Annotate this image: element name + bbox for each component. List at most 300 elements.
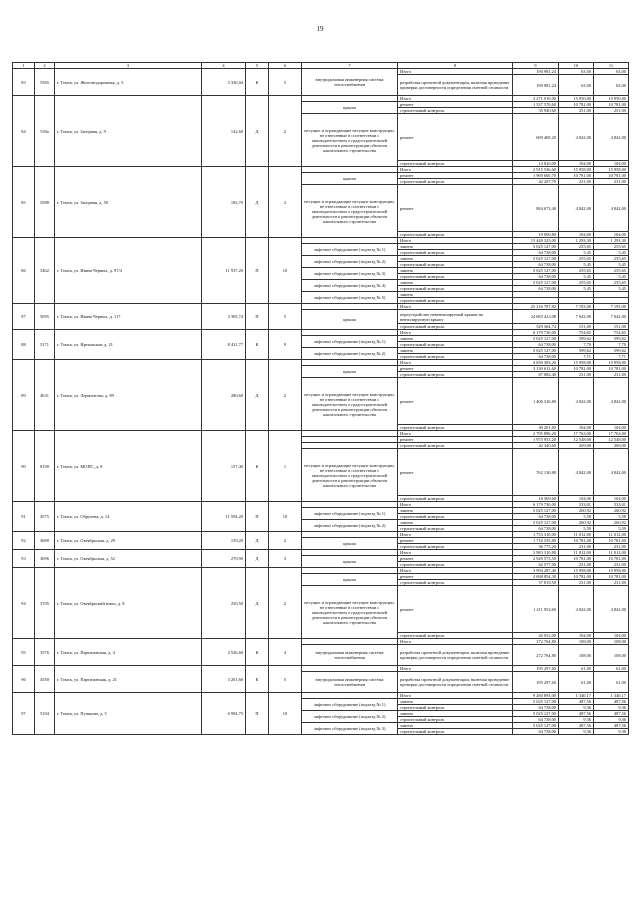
unit-cost-value: 9,36 [594,705,629,711]
wall-type: П [246,304,269,330]
wall-type: П [246,238,269,304]
house-area: 3 201,60 [202,666,246,693]
cost-value: 64 738,00 [513,274,559,280]
cost-value: 1 975 955,20 [513,437,559,443]
floors: 4 [269,639,302,666]
work-item: Итого [398,550,513,556]
house-area: 270,90 [202,550,246,568]
cost-value: 190 981,24 [513,69,559,75]
house-area: 2 526,60 [202,639,246,666]
work-item: строительный контроль [398,514,513,520]
unit-cost-value: 7 193,00 [594,304,629,310]
cost-value: 2 795 896,20 [513,431,559,437]
cost-value: 1 753 310,00 [513,532,559,538]
work-item: Итого [398,568,513,574]
work-item: строительный контроль [398,633,513,639]
work-item: Итого [398,666,513,672]
work-item: строительный контроль [398,729,513,735]
work-type: лифтовое оборудование (подъезд № 3) [302,268,398,280]
unit-cost-value: 599,62 [559,336,594,342]
unit-cost-value: 108,00 [559,645,594,666]
work-type: несущие и ограждающие несущие конструкции, не отнесенные в соответствии с законодательством о градостроительной деятельности к реконструкции объектов капитального строительства [302,114,398,167]
work-item: разработка проектной документации, включая проведение проверки достоверности определения сметной стоимости [398,75,513,96]
unit-cost-value: 17 763,00 [594,431,629,437]
work-item: замена [398,520,513,526]
wall-type: К [246,431,269,502]
unit-cost-value: 487,56 [559,711,594,717]
address: г. Томск, ул. Иртышская, д. 21 [55,330,202,360]
unit-cost-value: 15 950,00 [594,96,629,102]
house-area: 182,70 [202,167,246,238]
house-id: 3680 [35,532,55,550]
address: г. Томск, ул. Ивана Черных, д. 97/4 [55,238,202,304]
unit-cost-value: 231,00 [594,580,629,586]
work-item: Итого [398,96,513,102]
wall-type: К [246,639,269,666]
unit-cost-value: 10 781,00 [594,574,629,580]
unit-cost-value: 251,00 [559,108,594,114]
work-item: строительный контроль [398,562,513,568]
cost-value: 64 738,00 [513,342,559,348]
unit-cost-value: 63,00 [594,69,629,75]
work-item: замена [398,336,513,342]
unit-cost-value: 7,70 [559,342,594,348]
unit-cost-value: 7 193,00 [559,304,594,310]
unit-cost-value: 15 958,00 [559,360,594,366]
work-item: Итого [398,330,513,336]
unit-cost-value: 231,00 [559,179,594,185]
unit-cost-value: 5,45 [559,262,594,268]
floors: 10 [269,693,302,735]
work-item: Итого [398,167,513,173]
work-type: лифтовое оборудование (подъезд № 1) [302,336,398,348]
cost-value: 14 826,00 [513,161,559,167]
unit-cost-value: 10 781,00 [594,102,629,108]
cost-value: 64 738,00 [513,729,559,735]
house-area: 250,50 [202,568,246,639]
unit-cost-value: 231,00 [559,372,594,378]
unit-cost-value: 4 842,00 [594,114,629,161]
row-number: 90 [13,431,35,502]
work-item: ремонт [398,114,513,161]
unit-cost-value: 17 763,00 [559,431,594,437]
cost-value: 64 738,00 [513,262,559,268]
house-id: 5565 [35,69,55,96]
address: г. Томск, ул. Пушкина, д. 5 [55,693,202,735]
floors: 1 [269,431,302,502]
unit-cost-value: 5,45 [594,274,629,280]
unit-cost-value: 108,00 [594,645,629,666]
unit-cost-value: 9,36 [559,729,594,735]
house-area: 280,60 [202,360,246,431]
cost-value: 62 577,90 [513,562,559,568]
column-header: 10 [559,63,594,69]
unit-cost-value: 4 842,00 [594,185,629,232]
unit-cost-value: 4 842,00 [559,114,594,161]
unit-cost-value: 10 781,00 [594,366,629,372]
cost-value: 5 025 127,00 [513,508,559,514]
cost-value: 762 130,80 [513,449,559,496]
wall-type: К [246,69,269,96]
cost-value: 5 025 127,00 [513,244,559,250]
work-type: внутридомовая инженерная система теплоснабжения [302,645,398,666]
address: г. Томск, ул. Октябрьская, д. 29 [55,532,202,550]
unit-cost-value: 10 781,00 [559,556,594,562]
cost-value: 1 716 535,80 [513,538,559,544]
cost-value: 9 260 893,00 [513,693,559,699]
cost-value: 1 969 660,70 [513,173,559,179]
floors: 2 [269,96,302,167]
unit-cost-value: 10 781,00 [559,102,594,108]
work-type: лифтовое оборудование (подъезд № 2) [302,520,398,532]
unit-cost-value: 108,00 [594,639,629,645]
work-item: замена [398,699,513,705]
unit-cost-value: 61,00 [559,672,594,693]
cost-value: 195 297,60 [513,666,559,672]
unit-cost-value: 260,92 [559,508,594,514]
work-item: ремонт [398,538,513,544]
house-id: 3705 [35,568,55,639]
work-type: крыша [302,173,398,185]
cost-value: 5 025 127,00 [513,268,559,274]
column-header: 4 [202,63,246,69]
work-type: несущие и ограждающие несущие конструкции, не отнесенные в соответствии с законодательством о градостроительной деятельности к реконструкции объектов капитального строительства [302,378,398,431]
column-header: 7 [302,63,398,69]
work-type: крыша [302,556,398,568]
address: г. Томск, ул. МОПС, д. 8 [55,431,202,502]
unit-cost-value: 231,00 [594,179,629,185]
unit-cost-value: 255,65 [559,256,594,262]
work-item: строительный контроль [398,250,513,256]
cost-value: 3 994 287,40 [513,568,559,574]
unit-cost-value: 9,36 [594,717,629,723]
column-header: 1 [13,63,35,69]
wall-type: П [246,502,269,532]
cost-value: 26 052,00 [513,633,559,639]
unit-cost-value: 104,00 [594,232,629,238]
wall-type: Д [246,568,269,639]
unit-cost-value: 487,56 [594,699,629,705]
work-item: строительный контроль [398,108,513,114]
unit-cost-value: 151,00 [559,324,594,330]
row-number: 83 [13,69,35,96]
house-id: 5095 [35,304,55,330]
address: г. Томск, ул. Партизанская, д. 21 [55,666,202,693]
cost-value: 35 940,60 [513,108,559,114]
cost-value: 2 271 010,00 [513,96,559,102]
unit-cost-value: 10 781,00 [559,173,594,179]
unit-cost-value: 1 293,30 [594,238,629,244]
work-item: строительный контроль [398,161,513,167]
work-item: строительный контроль [398,232,513,238]
work-item: строительный контроль [398,262,513,268]
work-item: строительный контроль [398,580,513,586]
unit-cost-value: 231,00 [559,544,594,550]
unit-cost-value: 104,00 [559,425,594,431]
cost-value: 57 819,50 [513,580,559,586]
work-item: Итого [398,639,513,645]
unit-cost-value: 9,36 [559,705,594,711]
work-item: замена [398,348,513,354]
column-header: 5 [246,63,269,69]
unit-cost-value: 231,00 [594,372,629,378]
house-id: 5462 [35,238,55,304]
work-type: несущие и ограждающие несущие конструкции, не отнесенные в соответствии с законодательством о градостроительной деятельности к реконструкции объектов капитального строительства [302,185,398,238]
work-item: ремонт [398,586,513,633]
unit-cost-value: 231,00 [594,562,629,568]
unit-cost-value: 61,00 [594,666,629,672]
unit-cost-value: 255,65 [594,256,629,262]
unit-cost-value: 1 340,17 [559,693,594,699]
floors: 5 [269,304,302,330]
work-item: разработка проектной документации, включая проведение проверки достоверности определения сметной стоимости [398,672,513,693]
cost-value: 19 000,80 [513,232,559,238]
unit-cost-value: 12 548,00 [594,437,629,443]
unit-cost-value: 487,56 [594,723,629,729]
unit-cost-value: 104,00 [559,161,594,167]
cost-value: 4 650 383,20 [513,360,559,366]
unit-cost-value: 533,01 [559,502,594,508]
unit-cost-value: 599,62 [559,348,594,354]
cost-value: 5 025 127,00 [513,280,559,286]
unit-cost-value: 104,00 [594,161,629,167]
row-number: 86 [13,238,35,304]
unit-cost-value: 7,70 [594,342,629,348]
unit-cost-value: 61,00 [594,672,629,693]
unit-cost-value: 63,00 [559,75,594,96]
work-type: лифтовое оборудование (подъезд № 2) [302,711,398,723]
unit-cost-value: 5,45 [594,286,629,292]
table-row [13,69,629,75]
unit-cost-value: 7 042,00 [594,310,629,324]
work-item: ремонт [398,378,513,425]
cost-value: 884 673,40 [513,185,559,232]
unit-cost-value: 7,71 [594,354,629,360]
cost-value: 64 738,00 [513,526,559,532]
unit-cost-value: 9,36 [594,729,629,735]
work-type: крыша [302,102,398,114]
cost-value: 67 082,40 [513,372,559,378]
row-number: 97 [13,693,35,735]
unit-cost-value: 10 781,00 [594,538,629,544]
cost-value: 2 983 310,80 [513,550,559,556]
house-id: 3696 [35,550,55,568]
column-header: 9 [513,63,559,69]
unit-cost-value: 12 548,00 [559,437,594,443]
work-item: строительный контроль [398,526,513,532]
column-header: 11 [594,63,629,69]
cost-value: 64 738,00 [513,354,559,360]
cost-value: 64 738,00 [513,705,559,711]
unit-cost-value: 10 781,00 [559,366,594,372]
work-type: внутридомовая инженерная система теплоснабжения [302,672,398,693]
floors: 10 [269,238,302,304]
floors: 10 [269,502,302,532]
unit-cost-value: 4 842,00 [594,449,629,496]
unit-cost-value: 10 781,00 [559,538,594,544]
unit-cost-value: 15 950,00 [559,96,594,102]
work-type: несущие и ограждающие несущие конструкции, не отнесенные в соответствии с законодательством о градостроительной деятельности к реконструкции объектов капитального строительства [302,449,398,502]
cost-value: 1 211 952,60 [513,586,559,633]
house-id: 8198 [35,431,55,502]
unit-cost-value: 151,00 [594,324,629,330]
unit-cost-value: 9,36 [559,717,594,723]
house-id: 4550 [35,666,55,693]
floors: 2 [269,532,302,550]
cost-value: 5 025 127,00 [513,723,559,729]
address: г. Томск, ул. Партизанская, д. 4 [55,639,202,666]
floors: 9 [269,330,302,360]
house-id: 5588 [35,167,55,238]
unit-cost-value: 255,65 [559,244,594,250]
unit-cost-value: 104,00 [559,232,594,238]
work-item: Итого [398,431,513,437]
row-number: 96 [13,666,35,693]
row-number: 84 [13,96,35,167]
cost-value: 42 340,60 [513,443,559,449]
unit-cost-value: 1 340,17 [594,693,629,699]
work-item: ремонт [398,102,513,108]
work-item: ремонт [398,185,513,232]
work-type: крыша [302,310,398,330]
cost-value: 5 025 127,00 [513,256,559,262]
work-type: лифтовое оборудование (подъезд № 2) [302,348,398,360]
unit-cost-value: 5,45 [559,286,594,292]
page-number: 19 [316,25,324,33]
work-type: лифтовое оборудование (подъезд № 1) [302,699,398,711]
work-type: лифтовое оборудование (подъезд № 1) [302,244,398,256]
unit-cost-value: 10 781,00 [594,556,629,562]
work-item: переустройство невентилируемой крыши на вентилируемую крышу [398,310,513,324]
row-number: 88 [13,330,35,360]
cost-value: 190 981,24 [513,75,559,96]
unit-cost-value: 4 842,00 [559,185,594,232]
unit-cost-value: 104,00 [594,425,629,431]
house-area: 159,20 [202,532,246,550]
unit-cost-value: 231,00 [594,544,629,550]
unit-cost-value: 599,62 [594,348,629,354]
unit-cost-value: 108,00 [559,639,594,645]
house-id: 5171 [35,330,55,360]
unit-cost-value: 4 842,00 [559,378,594,425]
cost-value: 690 469,20 [513,114,559,161]
unit-cost-value: 11 012,00 [559,550,594,556]
work-item: Итого [398,69,513,75]
unit-cost-value: 255,65 [559,268,594,274]
work-item: строительный контроль [398,425,513,431]
work-item: Итого [398,502,513,508]
house-area: 3 305,74 [202,304,246,330]
unit-cost-value: 487,56 [559,723,594,729]
unit-cost-value: 4 842,00 [594,378,629,425]
work-item: строительный контроль [398,179,513,185]
unit-cost-value: 11 012,00 [559,532,594,538]
work-item: строительный контроль [398,286,513,292]
unit-cost-value: 487,56 [594,711,629,717]
column-header: 2 [35,63,55,69]
cost-value: 64 738,00 [513,286,559,292]
column-header: 8 [398,63,513,69]
wall-type: К [246,330,269,360]
unit-cost-value: 260,92 [594,508,629,514]
unit-cost-value: 5,45 [559,274,594,280]
house-area: 5 330,04 [202,69,246,96]
unit-cost-value: 4 842,00 [594,586,629,633]
work-item: ремонт [398,556,513,562]
work-item: Итого [398,238,513,244]
unit-cost-value: 269,00 [559,443,594,449]
unit-cost-value: 255,65 [559,280,594,286]
work-item: замена [398,723,513,729]
unit-cost-value: 15 958,00 [594,360,629,366]
address: г. Томск, ул. Октябрьский взвоз, д. 8 [55,568,202,639]
house-area: 8 431,77 [202,330,246,360]
unit-cost-value: 15 958,00 [594,568,629,574]
cost-value: 195 297,60 [513,672,559,693]
work-item: ремонт [398,449,513,496]
cost-value: 1 406 316,80 [513,378,559,425]
cost-value: 272 764,80 [513,645,559,666]
floors: 5 [269,69,302,96]
house-id: 4631 [35,360,55,431]
address: г. Томск, ул. Железнодорожная, д. 5 [55,69,202,96]
address: г. Томск, ул. Загорная, д. 50 [55,167,202,238]
work-item: строительный контроль [398,496,513,502]
work-item: замена [398,711,513,717]
unit-cost-value: 487,56 [559,699,594,705]
work-item: Итого [398,532,513,538]
house-id: 539а [35,96,55,167]
unit-cost-value: 251,00 [594,108,629,114]
work-type: крыша [302,574,398,586]
unit-cost-value: 5,59 [594,526,629,532]
unit-cost-value: 255,65 [594,268,629,274]
work-type: несущие и ограждающие несущие конструкции, не отнесенные в соответствии с законодательством о градостроительной деятельности к реконструкции объектов капитального строительства [302,586,398,639]
unit-cost-value: 754,65 [594,330,629,336]
unit-cost-value: 7,71 [559,354,594,360]
work-item: строительный контроль [398,274,513,280]
wall-type: К [246,666,269,693]
floors: 2 [269,167,302,238]
cost-value: 24 683 423,08 [513,310,559,324]
work-item: Итого [398,360,513,366]
cost-value: 25 216 787,82 [513,304,559,310]
unit-cost-value: 15 958,00 [559,568,594,574]
cost-value: 5 025 127,00 [513,336,559,342]
house-area: 11 594,20 [202,502,246,532]
address: г. Томск, ул. Загорная, д. 9 [55,96,202,167]
unit-cost-value: 5,58 [594,514,629,520]
unit-cost-value: 533,01 [594,502,629,508]
column-header: 6 [269,63,302,69]
work-item: ремонт [398,173,513,179]
unit-cost-value: 255,65 [594,244,629,250]
house-id: 4575 [35,502,55,532]
unit-cost-value: 4 842,00 [559,449,594,496]
row-number: 89 [13,360,35,431]
unit-cost-value: 15 958,00 [594,167,629,173]
work-item: замена [398,256,513,262]
work-item: замена [398,292,513,298]
unit-cost-value: 15 958,00 [559,167,594,173]
row-number: 85 [13,167,35,238]
house-area: 157,40 [202,431,246,502]
unit-cost-value: 599,62 [594,336,629,342]
work-item: строительный контроль [398,717,513,723]
work-item: ремонт [398,366,513,372]
unit-cost-value: 104,00 [594,633,629,639]
work-item: ремонт [398,437,513,443]
